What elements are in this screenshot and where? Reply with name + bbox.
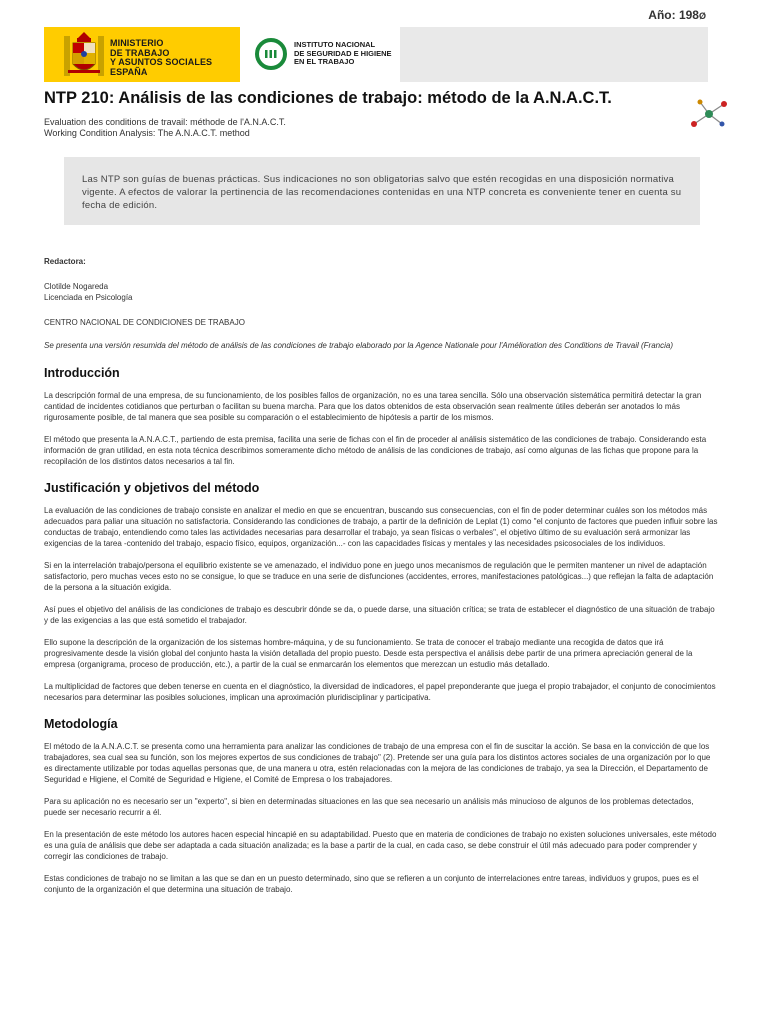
document-title: NTP 210: Análisis de las condiciones de trabajo: método de la A.N.A.C.T. [44, 89, 612, 107]
paragraph: Así pues el objetivo del análisis de las condiciones de trabajo es descubrir dónde se da, o puede darse, una situación crítica; se trata de establecer el diagnóstico de una situación de trabajo y de las exigencias a las que está sometido el trabajador. [44, 605, 715, 625]
year-suffix: Ø [698, 11, 706, 21]
ministry-line: MINISTERIO [110, 38, 164, 48]
molecule-icon [686, 96, 732, 132]
alternate-titles [44, 117, 286, 139]
header-banner [44, 27, 708, 82]
notice-box [64, 157, 700, 225]
author-label: Redactora: [44, 257, 86, 266]
coat-of-arms-icon [62, 30, 106, 80]
insht-name [294, 41, 392, 67]
alt-title-en: Working Condition Analysis: The A.N.A.C.T. method [44, 128, 250, 138]
paragraph: Ello supone la descripción de la organización de los sistemas hombre-máquina, y de su funcionamiento. Se trata de conocer el trabajo mediante una recogida de datos que irá progresivamente desde la visión global del conjunto hasta la visión detallada del propio puesto. Desde esta perspectiva el análisis debe partir de una primera apreciación general de la empresa (organigrama, proceso de producción, etc.), a partir de la cual se enmarcarán los elementos que merezcan un estudio más detallado. [44, 638, 693, 669]
center-name: CENTRO NACIONAL DE CONDICIONES DE TRABAJO [44, 318, 245, 327]
notice-text: Las NTP son guías de buenas prácticas. Sus indicaciones no son obligatorias salvo que estén recogidas en una disposición normativa vigente. A efectos de valorar la pertinencia de las recomendaciones contenidas en una NTP concreta es conveniente tener en cuenta su fecha de edición. [82, 174, 682, 211]
year-label [648, 8, 706, 22]
document-body [44, 256, 718, 895]
ministry-line: ESPAÑA [110, 66, 148, 77]
ministry-name [110, 39, 212, 77]
author-role: Licenciada en Psicología [44, 293, 133, 302]
paragraph: Estas condiciones de trabajo no se limitan a las que se dan en un puesto determinado, sino que se refieren a un conjunto de interrelaciones entre tareas, individuos y grupos, pues es el conjunto de la organización el que determina una situación de trabajo. [44, 874, 699, 894]
paragraph: El método que presenta la A.N.A.C.T., partiendo de esta premisa, facilita una serie de fichas con el fin de proceder al análisis sistemático de las condiciones de trabajo. Considerando esta información de gran utilidad, en esta nota técnica describimos someramente dicho método de análisis de las condiciones de trabajo, así como algunas de las fichas que propone para la recopilación de los distintos datos necesarios a tal fin. [44, 435, 707, 466]
insht-logo-block [240, 27, 400, 82]
paragraph: En la presentación de este método los autores hacen especial hincapié en su adaptabilidad. Puesto que en materia de condiciones de trabajo no existen soluciones universales, este método es una guía de análisis que debe ser adaptada a cada situación analizada; es la base a partir de la cual, en cada caso, se debe construir el útil más adecuado para poder comprender y corregir las condiciones de trabajo. [44, 830, 717, 861]
paragraph: El método de la A.N.A.C.T. se presenta como una herramienta para analizar las condiciones de trabajo de una empresa con el fin de suscitar la acción. Se basa en la convicción de que los trabajadores, sea cual sea su función, son los mejores expertos de sus condiciones de trabajo" (2). Pretende ser una guía para los distintos actores sociales de una organización por lo que es directamente utilizable por todas aquellas personas que, de una manera u otra, estén relacionadas con la mejora de las condiciones de trabajo, ya sea la Dirección, el Departamento de Seguridad e Higiene, el Comité de Seguridad e Higiene, el Comité de Empresa o los trabajadores. [44, 742, 711, 784]
paragraph: La evaluación de las condiciones de trabajo consiste en analizar el medio en que se encuentran, buscando sus consecuencias, con el fin de poder determinar cuáles son los métodos más adecuados para paliar una situación no satisfactoria. Considerando las condiciones de trabajo, a partir de la definición de Leplat (1) como "el conjunto de factores que pueden influir sobre las conductas de trabajo, entendiendo como tales las actividades necesarias para desarrollar el trabajo, ya sean físicas o verbales", el objetivo último de su evaluación será armonizar las exigencias de la tarea -contenido del trabajo, espacio físico, equipos, organización...- con las capacidades físicas y mentales y las necesidades psicosociales de los individuos. [44, 506, 718, 548]
insht-logo-icon [254, 37, 288, 71]
heading-justificacion: Justificación y objetivos del método [44, 481, 260, 495]
alt-title-fr: Evaluation des conditions de travail: méthode de l'A.N.A.C.T. [44, 117, 286, 127]
insht-line: INSTITUTO NACIONAL [294, 40, 376, 49]
ministry-logo-block [44, 27, 240, 82]
heading-introduccion: Introducción [44, 366, 120, 380]
paragraph: La multiplicidad de factores que deben tenerse en cuenta en el diagnóstico, la diversidad de indicadores, el papel preponderante que juega el propio trabajador, el conjunto de conocimientos necesarios para determinar las posibles soluciones, implican una aproximación pluridisciplinar y participativa. [44, 682, 716, 702]
heading-metodologia: Metodología [44, 717, 118, 731]
paragraph: Si en la interrelación trabajo/persona el equilibrio existente se ve amenazado, el individuo pone en juego unos mecanismos de regulación que le permiten mantener un nivel de adaptación satisfactorio, pero muchas veces esto no se consigue, lo que se traduce en una serie de disfunciones (accidentes, errores, manifestaciones patológicas...) que reflejan la falta de adaptación de la persona a la situación exigida. [44, 561, 714, 592]
ministry-line: Y ASUNTOS SOCIALES [110, 57, 213, 67]
year-text: Año: 198 [648, 8, 699, 22]
paragraph: Para su aplicación no es necesario ser un "experto", si bien en determinadas situaciones en las que sea necesario un análisis más minucioso de algunos de los problemas detectados, puede ser necesario recurrir a él. [44, 797, 694, 817]
author-name: Clotilde Nogareda [44, 282, 109, 291]
ministry-line: DE TRABAJO [110, 47, 170, 58]
paragraph: La descripción formal de una empresa, de su funcionamiento, de los posibles fallos de organización, no es una tarea sencilla. Sólo una observación sistemática permitirá detectar la gran cantidad de incidentes cotidianos que perturban o facilitan su buena marcha. Para que los datos obtenidos de esta observación sean realmente útiles deberán ser anotados lo más rigurosamente posible, de tal manera que sea posible su comparación o el establecimiento de hipótesis a partir de los mismos. [44, 391, 702, 422]
intro-summary: Se presenta una versión resumida del método de análisis de las condiciones de trabajo elaborado por la Agence Nationale pour l'Amélioration des Conditions de Travail (Francia) [44, 341, 673, 350]
insht-line: EN EL TRABAJO [294, 57, 355, 66]
insht-line: DE SEGURIDAD E HIGIENE [294, 48, 392, 58]
